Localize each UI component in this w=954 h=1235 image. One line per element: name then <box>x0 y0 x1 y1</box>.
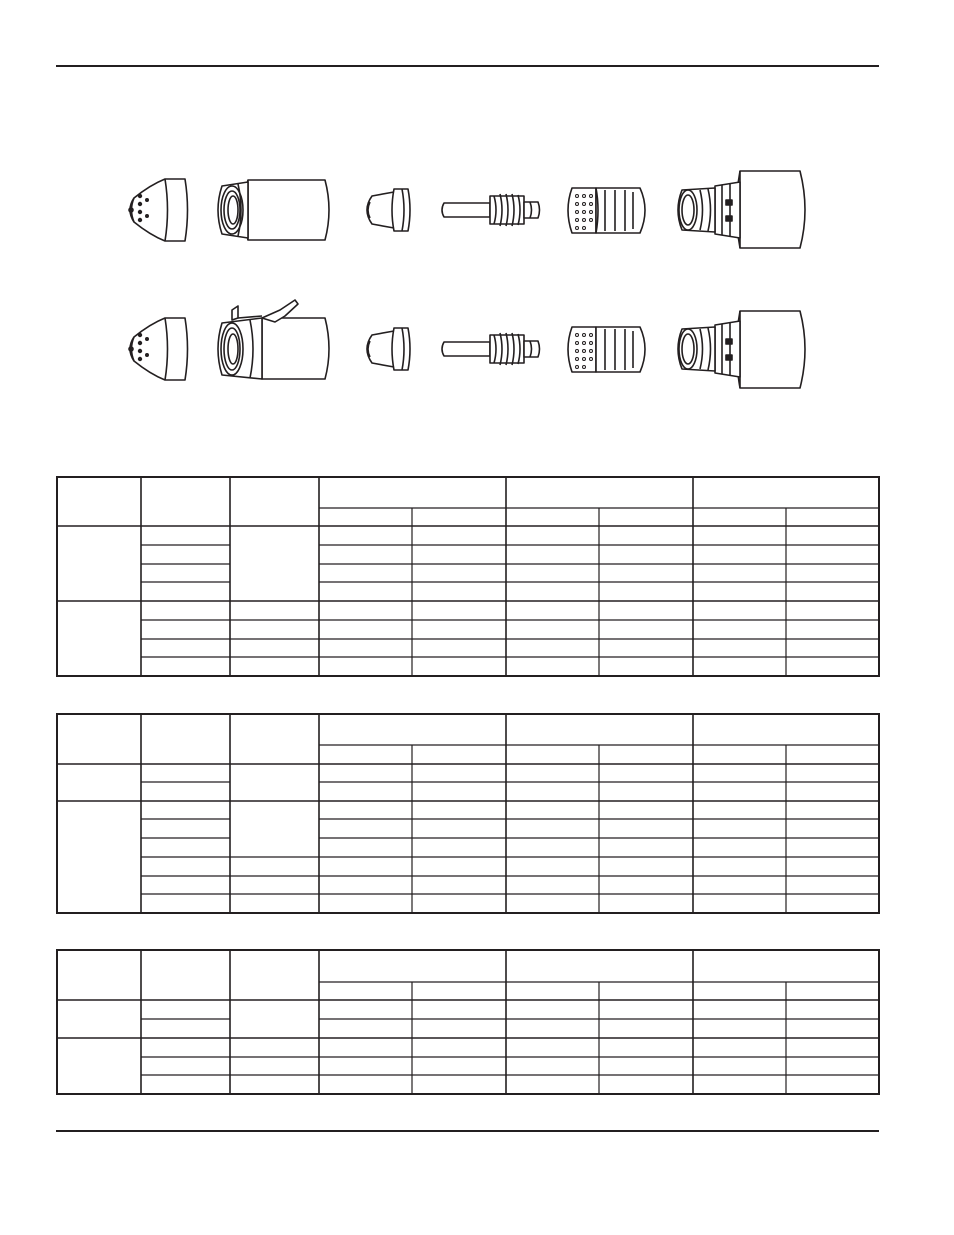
retaining-cap-clip-icon <box>218 300 329 379</box>
swirl-ring-icon <box>568 327 645 372</box>
swirl-ring-icon <box>568 188 645 233</box>
parts-row-1 <box>0 160 954 260</box>
shield-icon <box>129 318 188 380</box>
retaining-cap-icon <box>218 180 329 240</box>
torch-body-icon <box>678 311 805 388</box>
electrode-icon <box>442 194 540 226</box>
top-rule <box>56 65 879 67</box>
parts-row-2 <box>0 296 954 400</box>
bottom-rule <box>56 1130 879 1132</box>
table-3 <box>56 949 880 1096</box>
shield-icon <box>129 179 188 241</box>
table-1 <box>56 476 880 678</box>
nozzle-icon <box>367 328 410 370</box>
nozzle-icon <box>367 189 410 231</box>
table-2 <box>56 713 880 915</box>
electrode-icon <box>442 333 540 365</box>
torch-body-icon <box>678 171 805 248</box>
